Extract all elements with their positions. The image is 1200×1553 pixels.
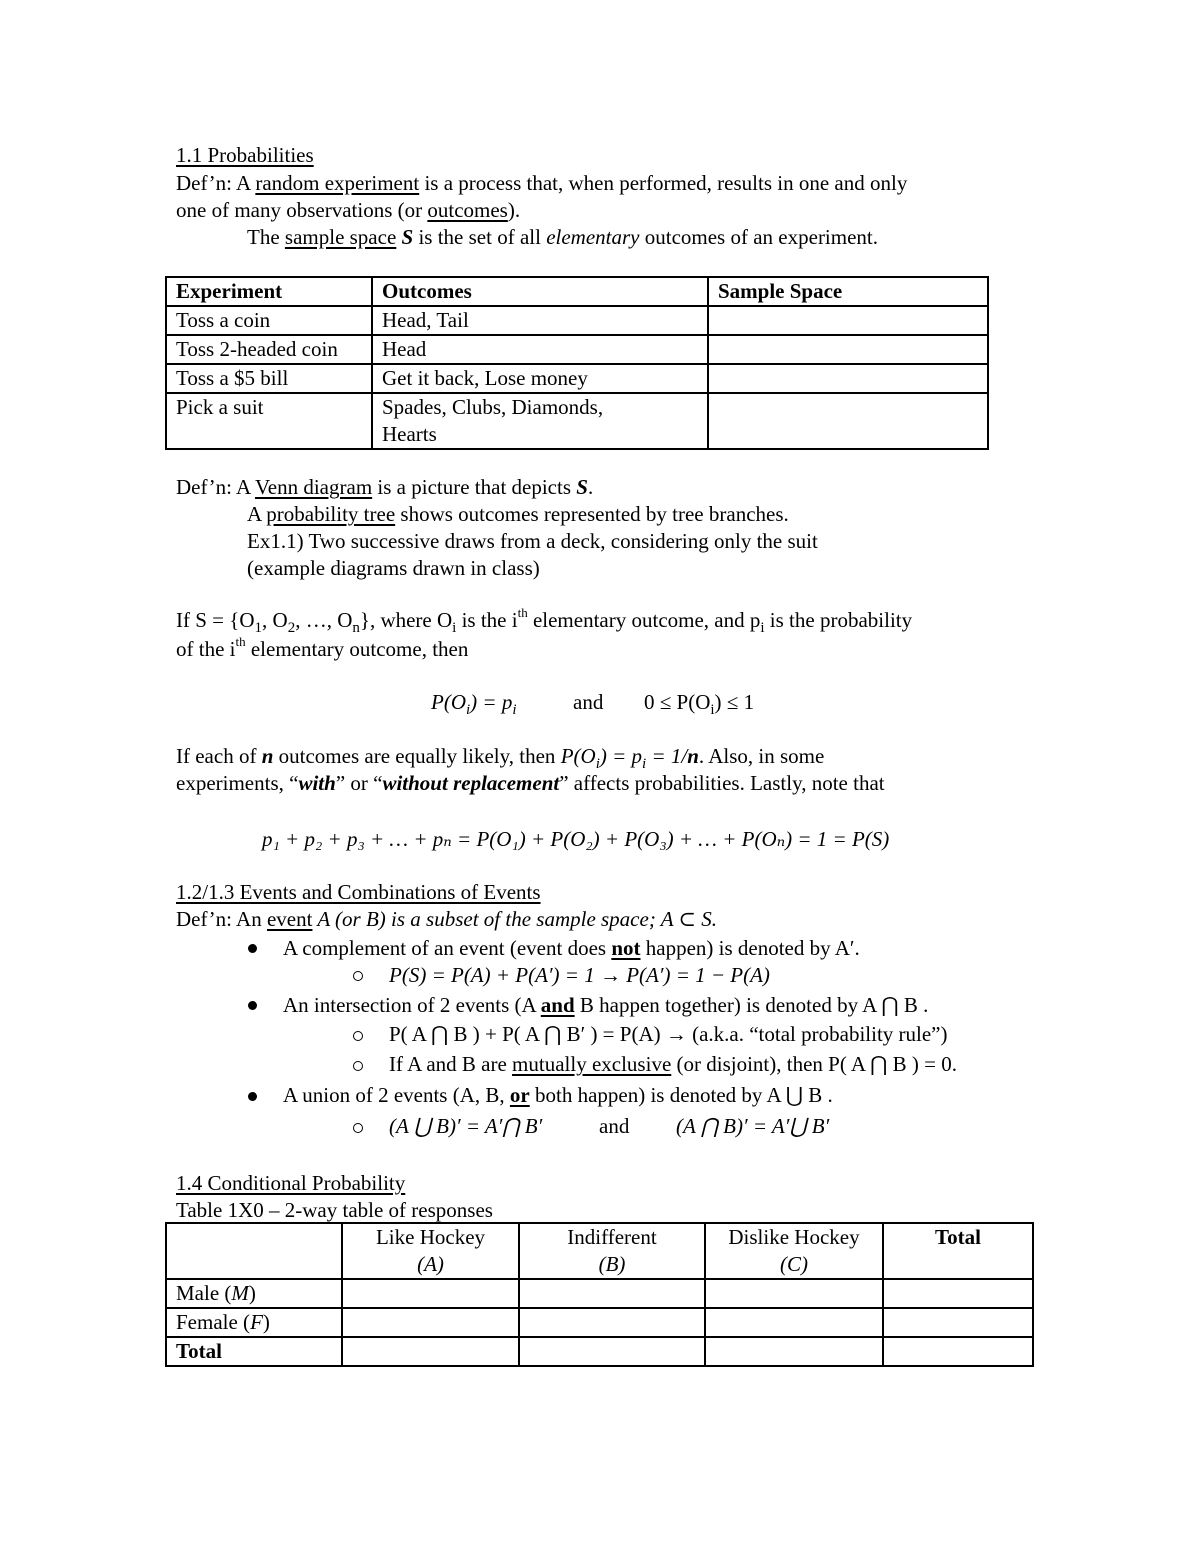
complement-rule: P(S) = P(A) + P(A′) = 1 → P(A′) = 1 − P(A) (389, 963, 770, 987)
cell-outcomes: Spades, Clubs, Diamonds, Hearts (372, 393, 708, 449)
intersection-bullet: An intersection of 2 events (A and B happen together) is denoted by A ⋂ B . (283, 993, 929, 1017)
cell (342, 1337, 519, 1366)
table-row (166, 1308, 1033, 1337)
section-1-4-heading: 1.4 Conditional Probability (176, 1171, 406, 1195)
header-experiment: Experiment (166, 277, 372, 306)
random-experiment-definition: Def’n: A random experiment is a process that, when performed, results in one and only (176, 171, 908, 195)
replacement-line: experiments, “with” or “without replacement” affects probabilities. Lastly, note that (176, 771, 885, 795)
equation-bounds: $0 \le P(O_i) \le 1$ (644, 690, 755, 719)
header-sample-space: Sample Space (708, 277, 988, 306)
cell-experiment: Toss a coin (166, 306, 372, 335)
header-indifferent: Indifferent (B) (519, 1223, 705, 1279)
sample-space-set-line: If $S = \{O_1$, $O_2$, …, $O_n$}, where $O_i$ is the $i^{th}$ elementary outcome, and $p_i$ is the probability (176, 605, 913, 637)
row-label-total: Total (166, 1337, 342, 1366)
cell-sample-space (708, 393, 988, 449)
cell-sample-space (708, 306, 988, 335)
sub-bullet-icon (353, 1061, 363, 1071)
table-row (166, 1337, 1033, 1366)
sample-space-set-line-2: of the $i^{th}$ elementary outcome, then (176, 634, 469, 661)
header-dislike-hockey: Dislike Hockey (C) (705, 1223, 883, 1279)
total-probability-rule: P( A ⋂ B ) + P( A ⋂ B′ ) = P(A) → (a.k.a. “total probability rule”) (389, 1022, 948, 1046)
complement-bullet: A complement of an event (event does not happen) is denoted by A′. (283, 936, 860, 960)
bullet-icon (248, 1001, 257, 1010)
equation-and: and (573, 690, 604, 714)
table-row (166, 1279, 1033, 1308)
header-outcomes: Outcomes (372, 277, 708, 306)
cell (705, 1279, 883, 1308)
union-bullet: A union of 2 events (A, B, or both happen) is denoted by A ⋃ B . (283, 1083, 833, 1107)
event-definition: Def’n: An event A (or B) is a subset of the sample space; A ⊂ S. (176, 907, 717, 931)
sample-space-definition: The sample space S is the set of all elementary outcomes of an experiment. (247, 225, 879, 249)
table-row (166, 335, 988, 364)
table-header-row (166, 277, 988, 306)
cell (883, 1308, 1033, 1337)
cell-sample-space (708, 335, 988, 364)
sub-bullet-icon (353, 1123, 363, 1133)
cell (883, 1337, 1033, 1366)
mutually-exclusive-line: If A and B are mutually exclusive (or disjoint), then P( A ⋂ B ) = 0. (389, 1052, 958, 1076)
cell (342, 1308, 519, 1337)
example-note: (example diagrams drawn in class) (247, 556, 540, 580)
table-caption: Table 1X0 – 2-way table of responses (176, 1198, 493, 1222)
section-1-1-heading: 1.1 Probabilities (176, 143, 314, 167)
venn-definition: Def’n: A Venn diagram is a picture that depicts S. (176, 475, 594, 499)
table-row (166, 306, 988, 335)
header-like-hockey: Like Hockey (A) (342, 1223, 519, 1279)
example-1-1: Ex1.1) Two successive draws from a deck, considering only the suit (247, 529, 818, 553)
cell-sample-space (708, 364, 988, 393)
cell-outcomes: Head, Tail (372, 306, 708, 335)
cell-outcomes: Get it back, Lose money (372, 364, 708, 393)
table-header-row (166, 1223, 1033, 1279)
definition-line-2: one of many observations (or outcomes). (176, 198, 521, 222)
cell (883, 1279, 1033, 1308)
experiment-table (165, 276, 989, 450)
table-row (166, 393, 988, 449)
two-way-table (165, 1222, 1034, 1367)
de-morgan-left: (A ⋃ B)′ = A′⋂ B′ (389, 1114, 543, 1138)
cell (519, 1337, 705, 1366)
cell (519, 1308, 705, 1337)
cell-outcomes: Head (372, 335, 708, 364)
equation-probability-outcome: $P(O_i) = p_i$ (431, 690, 517, 719)
tree-definition: A probability tree shows outcomes represented by tree branches. (247, 502, 789, 526)
cell (705, 1337, 883, 1366)
cell-experiment: Toss 2-headed coin (166, 335, 372, 364)
cell-experiment: Toss a $5 bill (166, 364, 372, 393)
section-1-2-heading: 1.2/1.3 Events and Combinations of Events (176, 880, 541, 904)
cell (519, 1279, 705, 1308)
row-label-female: Female (F) (166, 1308, 342, 1337)
row-label-male: Male (M) (166, 1279, 342, 1308)
cell-experiment: Pick a suit (166, 393, 372, 449)
bullet-icon (248, 1092, 257, 1101)
header-total: Total (883, 1223, 1033, 1279)
sum-of-probabilities-equation: p₁ + p₂ + p₃ + … + pₙ = P(O₁) + P(O₂) + P(O₃) + … + P(Oₙ) = 1 = P(S) (262, 827, 890, 851)
de-morgan-and: and (599, 1114, 630, 1138)
de-morgan-right: (A ⋂ B)′ = A′⋃ B′ (676, 1114, 830, 1138)
table-row (166, 364, 988, 393)
header-empty (166, 1223, 342, 1279)
sub-bullet-icon (353, 1031, 363, 1041)
equally-likely-line: If each of n outcomes are equally likely, then $P(O_i) = p_i = 1/n$. Also, in some (176, 744, 825, 773)
sub-bullet-icon (353, 971, 363, 981)
cell (705, 1308, 883, 1337)
bullet-icon (248, 944, 257, 953)
cell (342, 1279, 519, 1308)
